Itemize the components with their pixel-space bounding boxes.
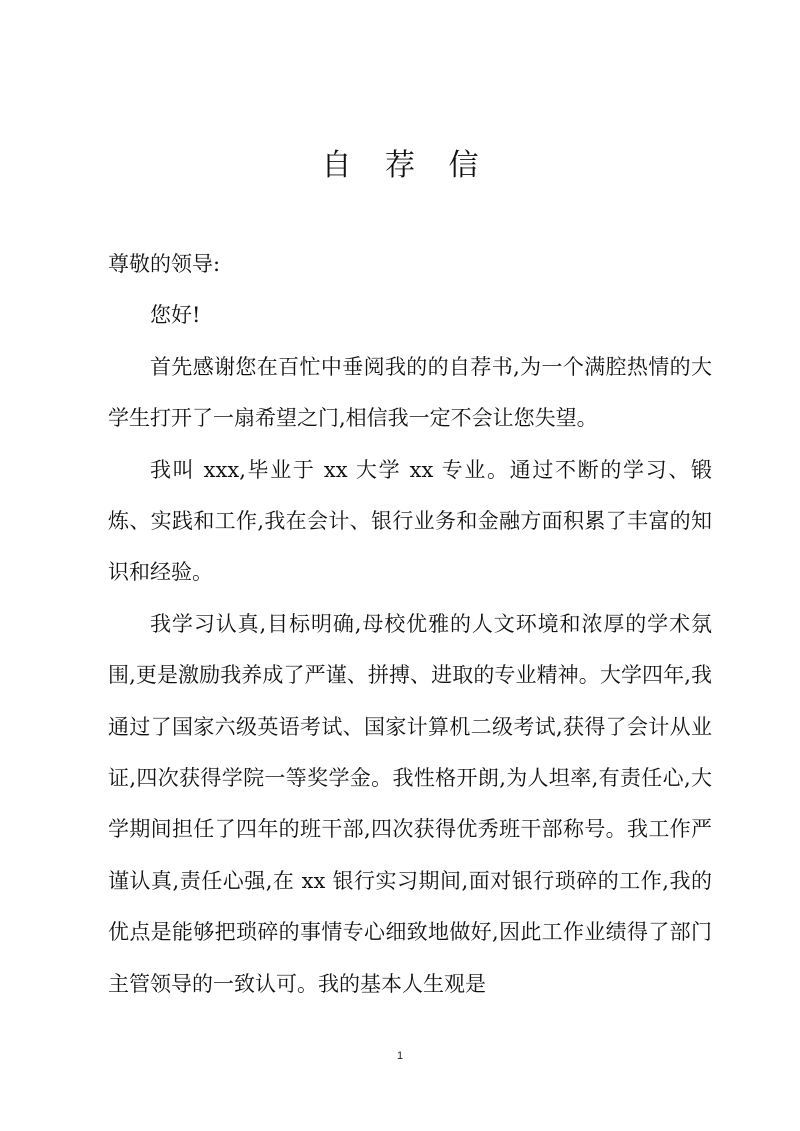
- introduction-paragraph: 我叫 xxx,毕业于 xx 大学 xx 专业。通过不断的学习、锻炼、实践和工作,我在会计、银行业务和金融方面积累了丰富的知识和经验。: [108, 457, 712, 585]
- thanks-paragraph: 首先感谢您在百忙中垂阅我的的自荐书,为一个满腔热情的大学生打开了一扇希望之门,相信我一定不会让您失望。: [108, 354, 712, 431]
- document-title: 自 荐 信: [321, 148, 491, 183]
- qualifications-paragraph: 我学习认真,目标明确,母校优雅的人文环境和浓厚的学术氛围,更是激励我养成了严谨、拼搏、进取的专业精神。大学四年,我通过了国家六级英语考试、国家计算机二级考试,获得了会计从业证,四次获得学院一等奖学金。我性格开朗,为人坦率,有责任心,大学期间担任了四年的班干部,四次获得优秀班干部称号。我工作严谨认真,责任心强,在 xx 银行实习期间,面对银行琐碎的工作,我的优点是能够把琐碎的事情专心细致地做好,因此工作业绩得了部门主管领导的一致认可。我的基本人生观是: [108, 611, 712, 996]
- salutation: 尊敬的领导:: [108, 252, 221, 276]
- letter-body: [108, 239, 712, 1010]
- page-number: 1: [396, 1050, 404, 1062]
- greeting-paragraph: 您好!: [150, 303, 201, 328]
